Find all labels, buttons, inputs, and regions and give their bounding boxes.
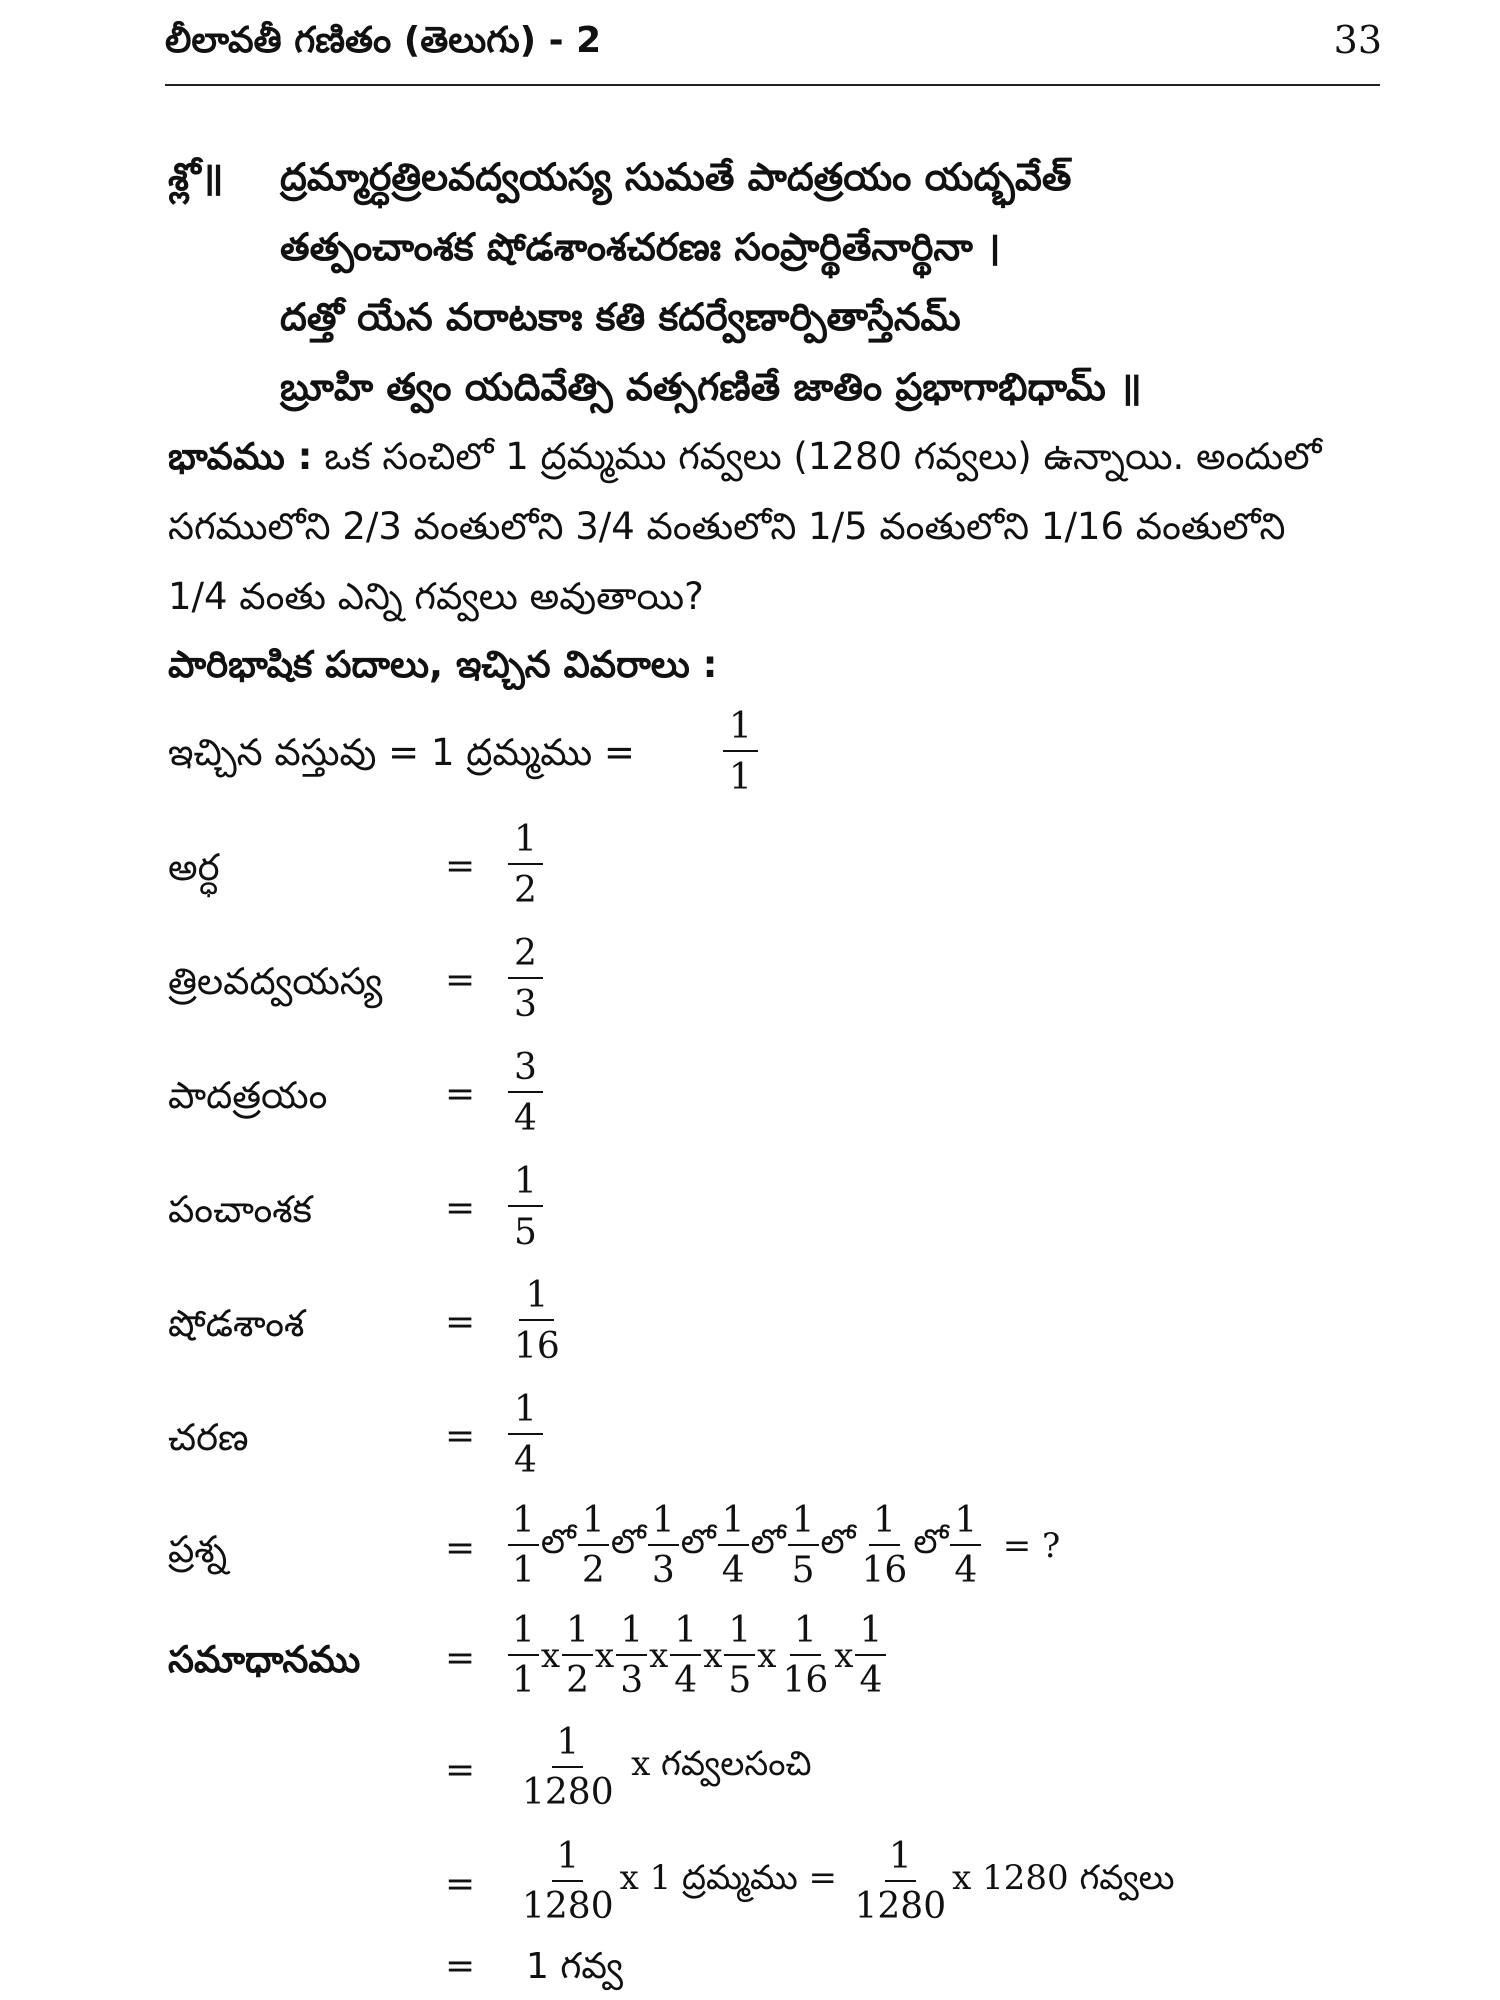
fraction-numerator: 1: [855, 1610, 886, 1656]
term-row: [168, 1274, 1388, 1384]
question-tail: = ?: [1002, 1526, 1061, 1567]
fraction-numerator: 1: [885, 1836, 916, 1882]
term-fraction: [508, 1160, 543, 1254]
step-fraction: [518, 1836, 618, 1929]
fraction-denominator: 4: [674, 1660, 698, 1702]
fraction-numerator: 2: [508, 932, 543, 979]
sloka-line-1: ద్రమ్మార్ధత్రిలవద్వయస్య సుమతే పాదత్రయం యద్భవేత్: [280, 155, 1072, 199]
joiner-text: లో: [540, 1522, 576, 1563]
equals-sign: =: [445, 846, 476, 887]
equals-sign: =: [445, 960, 476, 1001]
step-4-text: 1 గవ్వ: [526, 1946, 624, 1987]
question-fraction: [578, 1500, 609, 1593]
fraction-numerator: 1: [950, 1500, 981, 1546]
solution-row: [168, 1610, 1388, 1720]
solution-label: సమాధానము: [168, 1638, 361, 1681]
solution-step-4: [168, 1940, 1388, 1996]
meaning-label: భావము :: [168, 435, 313, 478]
fraction-denominator: 16: [782, 1660, 829, 1702]
question-row: [168, 1500, 1388, 1610]
fraction-numerator: 3: [508, 1046, 543, 1093]
term-row: [168, 932, 1388, 1042]
equals-sign: =: [445, 1864, 476, 1905]
joiner-text: లో: [680, 1522, 716, 1563]
fraction-numerator: 1: [508, 818, 543, 865]
question-fraction: [718, 1500, 749, 1593]
solution-step-2: [168, 1722, 1388, 1832]
sloka-line-2: తత్పంచాంశక షోడశాంశచరణః సంప్రార్థితేనార్థినా ।: [280, 225, 1001, 269]
question-fraction: [508, 1500, 539, 1593]
fraction-numerator: 1: [508, 1160, 543, 1207]
equals-sign: =: [445, 1528, 476, 1569]
joiner-text: లో: [913, 1522, 949, 1563]
equals-sign: =: [445, 1946, 476, 1987]
step-2-expression: [518, 1722, 814, 1815]
term-row: [168, 1388, 1388, 1498]
fraction-denominator: 5: [791, 1550, 815, 1592]
equals-sign: =: [445, 1416, 476, 1457]
fraction-denominator: 5: [514, 1212, 537, 1254]
solution-fraction: [562, 1610, 593, 1703]
step-fraction: [518, 1722, 618, 1815]
solution-fraction: [724, 1610, 755, 1703]
solution-fraction: [855, 1610, 886, 1703]
equals-sign: =: [445, 1638, 476, 1679]
question-fraction: [858, 1500, 912, 1593]
question-expression: [508, 1500, 1062, 1593]
step-3-expression: [518, 1836, 1177, 1929]
fraction-denominator: 16: [861, 1550, 908, 1592]
fraction-numerator: 1: [648, 1500, 679, 1546]
fraction-numerator: 1: [578, 1500, 609, 1546]
meaning-line-2: సగములోని 2/3 వంతులోని 3/4 వంతులోని 1/5 వంతులోని 1/16 వంతులోని: [168, 505, 1286, 548]
fraction-denominator: 16: [514, 1326, 560, 1368]
solution-fraction: [616, 1610, 647, 1703]
term-label: పాదత్రయం: [168, 1074, 328, 1117]
equals-sign: =: [445, 1302, 476, 1343]
fraction-numerator: 1: [519, 1274, 554, 1321]
fraction-numerator: 1: [723, 705, 758, 752]
given-fraction: [723, 705, 758, 799]
term-row: [168, 818, 1388, 928]
header-rule: [165, 84, 1380, 86]
meaning-line-1: [168, 435, 1321, 487]
times-sign: x: [834, 1636, 854, 1677]
question-fraction: [788, 1500, 819, 1593]
fraction-numerator: 1: [790, 1610, 821, 1656]
joiner-text: లో: [820, 1522, 856, 1563]
fraction-denominator: 4: [514, 1440, 537, 1482]
term-row: [168, 1160, 1388, 1270]
fraction-denominator: 1: [512, 1660, 535, 1702]
fraction-denominator: 2: [566, 1660, 589, 1702]
fraction-denominator: 3: [620, 1660, 644, 1702]
page-number: 33: [1333, 18, 1382, 62]
term-fraction: [508, 818, 543, 912]
fraction-numerator: 1: [508, 1500, 539, 1546]
solution-fraction: [670, 1610, 701, 1703]
fraction-denominator: 3: [514, 984, 537, 1026]
question-label: ప్రశ్న: [168, 1528, 228, 1571]
fraction-denominator: 5: [728, 1660, 752, 1702]
times-sign: x: [757, 1636, 777, 1677]
term-label: షోడశాంశ: [168, 1302, 305, 1345]
joiner-text: లో: [610, 1522, 646, 1563]
terms-heading: పారిభాషిక పదాలు, ఇచ్చిన వివరాలు :: [168, 643, 718, 686]
times-sign: x: [649, 1636, 669, 1677]
given-row: [168, 705, 1388, 815]
term-fraction: [508, 932, 543, 1026]
term-label: అర్ధ: [168, 846, 220, 889]
term-label: చరణ: [168, 1416, 249, 1459]
step-3-tail-text: x 1280 గవ్వలు: [952, 1858, 1175, 1899]
term-fraction: [508, 1046, 543, 1140]
term-fraction: [508, 1388, 543, 1482]
fraction-denominator: 1280: [522, 1772, 614, 1814]
fraction-numerator: 1: [508, 1388, 543, 1435]
sloka-line-4: బ్రూహి త్వం యదివేత్సి వత్సగణితే జాతిం ప్రభాగాభిధామ్ ॥: [280, 365, 1142, 409]
fraction-numerator: 1: [724, 1610, 755, 1656]
fraction-denominator: 3: [651, 1550, 675, 1592]
fraction-numerator: 1: [788, 1500, 819, 1546]
solution-fraction: [508, 1610, 539, 1703]
fraction-denominator: 1: [729, 757, 752, 799]
fraction-denominator: 4: [514, 1098, 537, 1140]
sloka-label: శ్లో॥: [168, 155, 224, 199]
joiner-text: లో: [750, 1522, 786, 1563]
question-fraction: [648, 1500, 679, 1593]
fraction-numerator: 1: [552, 1836, 583, 1882]
step-fraction: [851, 1836, 951, 1929]
fraction-denominator: 2: [581, 1550, 605, 1592]
fraction-numerator: 1: [718, 1500, 749, 1546]
sloka-line-3: దత్తో యేన వరాటకాః కతి కదర్వేణార్పితాస్తేనమ్: [280, 295, 961, 339]
fraction-numerator: 1: [508, 1610, 539, 1656]
times-sign: x: [540, 1636, 561, 1677]
meaning-line-3: 1/4 వంతు ఎన్ని గవ్వలు అవుతాయి?: [168, 575, 704, 618]
term-label: త్రిలవద్వయస్య: [168, 960, 383, 1003]
equals-sign: =: [445, 1188, 476, 1229]
running-header-title: లీలావతీ గణితం (తెలుగు) - 2: [165, 20, 602, 61]
solution-fraction: [778, 1610, 832, 1703]
term-label: పంచాంశక: [168, 1188, 312, 1231]
solution-expression: [508, 1610, 886, 1703]
fraction-numerator: 1: [869, 1500, 900, 1546]
equals-sign: =: [445, 1750, 476, 1791]
step-2-text: x గవ్వలసంచి: [631, 1744, 812, 1785]
fraction-numerator: 1: [562, 1610, 593, 1656]
fraction-denominator: 1280: [522, 1886, 614, 1928]
fraction-denominator: 4: [954, 1550, 978, 1592]
term-fraction: [508, 1274, 566, 1368]
fraction-denominator: 1: [512, 1550, 535, 1592]
term-row: [168, 1046, 1388, 1156]
meaning-text-1: ఒక సంచిలో 1 ద్రమ్మము గవ్వలు (1280 గవ్వలు) ఉన్నాయి. అందులో: [324, 435, 1322, 478]
question-fraction: [950, 1500, 981, 1593]
fraction-denominator: 1280: [854, 1886, 947, 1928]
solution-step-3: [168, 1836, 1388, 1946]
times-sign: x: [595, 1636, 615, 1677]
fraction-denominator: 4: [859, 1660, 883, 1702]
fraction-numerator: 1: [616, 1610, 647, 1656]
fraction-numerator: 1: [670, 1610, 701, 1656]
times-sign: x: [703, 1636, 723, 1677]
fraction-numerator: 1: [552, 1722, 583, 1768]
fraction-denominator: 4: [721, 1550, 745, 1592]
step-3-mid-text: x 1 ద్రమ్మము =: [619, 1858, 838, 1899]
given-label: ఇచ్చిన వస్తువు = 1 ద్రమ్మము =: [168, 731, 635, 774]
fraction-denominator: 2: [514, 870, 537, 912]
equals-sign: =: [445, 1074, 476, 1115]
